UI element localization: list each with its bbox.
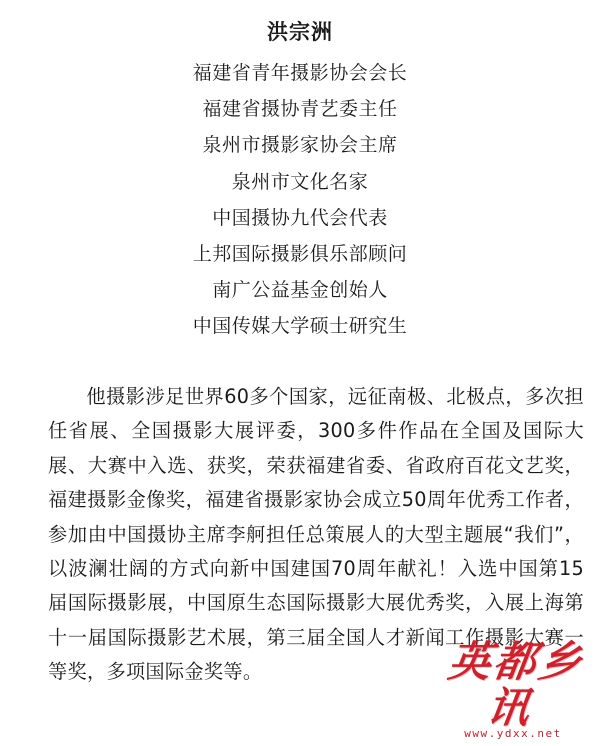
watermark-logo: 英都乡讯 (445, 637, 588, 732)
title-list (0, 55, 600, 345)
biography-paragraph: 他摄影涉足世界60多个国家，远征南极、北极点，多次担任省展、全国摄影大展评委，300多件作品在全国及国际大展、大赛中入选、获奖，荣获福建省委、省政府百花文艺奖，福建摄影金像奖，福建省摄影家协会成立50周年优秀工作者，参加由中国摄协主席李舸担任总策展人的大型主题展“我们”，以波澜壮阔的方式向新中国建国70周年献礼！入选中国第15届国际摄影展，中国原生态国际摄影大展优秀奖，入展上海第十一届国际摄影艺术展，第三届全国人才新闻工作摄影大赛一等奖，多项国际金奖等。 (48, 385, 584, 684)
title-item: 福建省摄协青艺委主任 (202, 98, 398, 121)
site-watermark (440, 639, 586, 740)
title-item: 中国传媒大学硕士研究生 (192, 315, 408, 338)
title-item: 上邦国际摄影俱乐部顾问 (192, 242, 408, 265)
title-item: 福建省青年摄影协会会长 (192, 62, 408, 84)
title-item: 南广公益基金创始人 (212, 279, 388, 302)
title-item: 泉州市文化名家 (231, 170, 369, 193)
title-item: 中国摄协九代会代表 (212, 206, 388, 229)
person-name: 洪宗洲 (267, 20, 333, 44)
title-item: 泉州市摄影家协会主席 (202, 134, 398, 157)
watermark-url: www.ydxx.net (464, 727, 562, 740)
